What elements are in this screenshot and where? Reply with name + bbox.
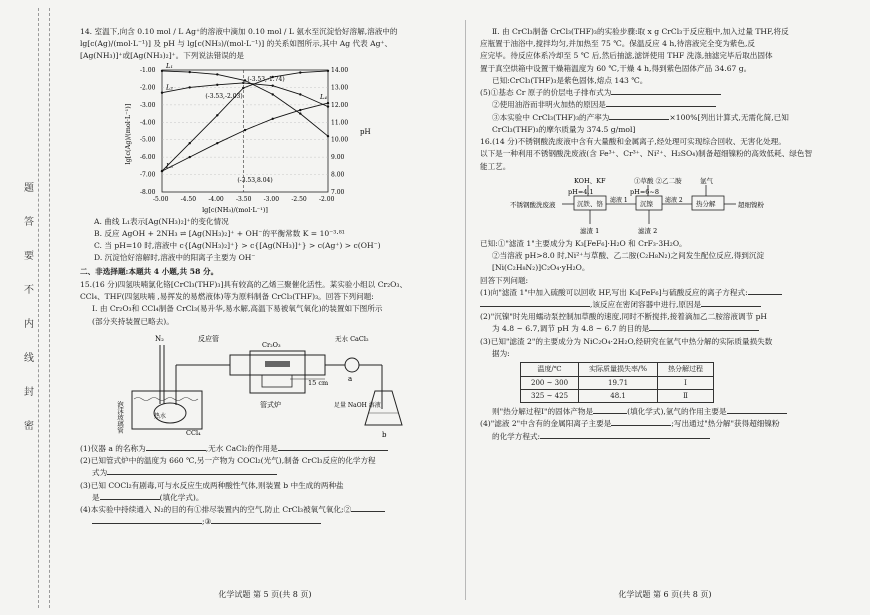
q14-option-b: B. 反应 AgOH + 2NH₃ ⇌ [Ag(NH₃)₂]⁺ + OH⁻的平衡常数 K = 10⁻³·⁸¹	[94, 228, 345, 238]
table-header-cell: 实际质量损失率/%	[579, 363, 658, 376]
table-header-cell: 热分解过程	[658, 363, 714, 376]
table-cell: Ⅰ	[658, 376, 714, 389]
label-length: 15 cm	[308, 378, 329, 387]
q15-part2-5: 已知:CrCl₃(THF)₃是紫色固体,熔点 143 ℃。	[492, 75, 648, 85]
flow-step3: 热分解	[696, 199, 716, 208]
q15-sub5b: ②使用油浴而非明火加热的原因是	[480, 99, 850, 110]
chart-xlabel: lg[c(NH₃)/(mol·L⁻¹)]	[202, 205, 268, 214]
q16-stem-2: 以下是一种利用不锈钢酸洗废液(含 Fe³⁺、Cr³⁺、Ni²⁺、H₂SO₄)制备超细镍粉的高效低耗、绿色智	[480, 149, 813, 159]
chart-point	[189, 86, 191, 88]
q15-sub2-2: 式为	[80, 467, 450, 478]
chart-point	[272, 84, 274, 86]
table-row	[521, 376, 714, 389]
flowchart-svg	[510, 174, 810, 236]
q15-part2-4: 置于真空烘箱中设置干燥箱温度为 60 ℃,干燥 4 h,得到紫色固体产品 34.67 g。	[480, 63, 752, 73]
chart-x-tick-label: -4.50	[180, 195, 197, 203]
flow-reagent2-ph: pH=6~8	[630, 187, 659, 196]
footer-left: 化学试题 第 5 页(共 8 页)	[218, 590, 312, 600]
table-cell: Ⅱ	[658, 389, 714, 402]
chart-annotation: (-3.53,8.04)	[237, 176, 273, 184]
q14-option-c: C. 当 pH=10 时,溶液中 c{[Ag(NH₃)₂]⁺} > c{[Ag(NH₃)]⁺} > c(Ag⁺) > c(OH⁻)	[94, 241, 381, 251]
table-cell: 200 ~ 300	[521, 376, 579, 389]
q15-sub3-2: 是 (填化学式)。	[92, 492, 204, 502]
chart-y-left-tick-label: -6.00	[140, 153, 156, 161]
q16-known-3: [Ni(C₂H₈N₂)]C₂O₄·yH₂O。	[492, 263, 590, 273]
binding-strip	[8, 8, 50, 608]
q15-part1-2: (部分夹持装置已略去)。	[92, 316, 174, 326]
chart-x-tick-label: -5.00	[153, 195, 169, 203]
chart-annotation: (-3.53,-1.74)	[247, 75, 285, 83]
chart-y-left-tick-label: -7.00	[140, 171, 156, 179]
section2-title: 二、非选择题:本题共 4 小题,共 58 分。	[80, 266, 219, 276]
q15-sub2-1: (2)已知管式炉中的温度为 660 ℃,另一产物为 COCl₂(光气),制备 CrCl₃反应的化学方程	[80, 456, 376, 466]
q16-sub2-2: 为 4.8 ~ 6.7,调节 pH 为 4.8 ~ 6.7 的目的是	[480, 323, 850, 334]
seal-char: 封	[24, 387, 34, 398]
chart-y-right-tick-label: 8.00	[331, 171, 345, 179]
table-cell: 325 ~ 425	[521, 389, 579, 402]
chart-ylabel-right: pH	[360, 127, 371, 136]
drying-tube	[345, 358, 359, 372]
q14-stem-3: [Ag(NH₃)]⁺或[Ag(NH₃)₂]⁺。下列说法错误的是	[80, 51, 245, 61]
q16-sub4-1: (4)"滤液 2"中含有的金属阳离子主要是 ;写出通过"热分解"获得超细镍粉	[480, 419, 780, 429]
flow-product: 超细镍粉	[738, 200, 764, 209]
q16-stem-3: 能工艺。	[480, 161, 511, 171]
chart-y-left-tick-label: -2.00	[140, 84, 156, 92]
chart-point	[189, 156, 191, 158]
q15-sub4-1: (4)本实验中持续通入 N₂的目的有①排尽装置内的空气,防止 CrCl₃被氧气氧化;②	[80, 504, 450, 515]
chart-point	[327, 135, 329, 137]
chart-y-right-tick-label: 14.00	[331, 66, 349, 74]
chart-point	[327, 69, 329, 71]
flow-raw: 不锈钢酸洗废液	[510, 200, 556, 209]
flow-step1: 沉铁、铬	[577, 199, 603, 208]
chart-point	[161, 91, 163, 93]
q16-sub1-2: ,该反应在密闭容器中进行,原因是	[480, 299, 850, 310]
q15-sub3-1: (3)已知 COCl₂有剧毒,可与水反应生成两种酸性气体,则装置 b 中生成的两种盐	[80, 480, 344, 490]
flow-reagent2: ①草酸 ②乙二胺	[634, 176, 682, 185]
label-furnace: 管式炉	[260, 400, 281, 409]
q16-sub3-2: 据为:	[492, 348, 510, 358]
label-ccl4: CCl₄	[186, 428, 201, 437]
seal-char: 题	[24, 183, 34, 194]
chart-y-right-tick-label: 12.00	[331, 101, 349, 109]
q15-sub4-2: ;③	[80, 516, 450, 527]
seal-char: 不	[24, 285, 34, 296]
q15-part2-2: 应瓶置于油浴中,搅拌均匀,并加热至 75 ℃。保温反应 4 h,待溶液完全变为紫色,反	[480, 39, 755, 49]
q14-option-d: D. 沉淀恰好溶解时,溶液中的阳离子主要为 OH⁻	[94, 253, 256, 263]
q16-sub4-2: 的化学方程式:	[480, 431, 850, 442]
q16-sub3-1: (3)已知"滤渣 2"的主要成分为 NiC₂O₄·2H₂O,经研究在氩气中热分解的实际质量损失数	[480, 336, 773, 346]
q15-stem-2: CCl₄、THF(四氢呋喃 ,易挥发的易燃液体)等为原料制备 CrCl₃(THF)₃。回答下列问题:	[80, 292, 374, 302]
chart-point	[244, 129, 246, 131]
chart-point	[189, 142, 191, 144]
chart-point	[272, 117, 274, 119]
table-cell: 19.71	[579, 376, 658, 389]
flow-filtrate2: 滤液 2	[665, 196, 683, 204]
chart-y-right-tick-label: 7.00	[331, 188, 345, 196]
q15-sub5c-1: ③本实验中 CrCl₃(THF)₃的产率为 ×100%[列出计算式,无需化简,已知	[492, 112, 789, 122]
flow-residue2: 滤渣 2	[638, 226, 658, 235]
q16-answer-prompt: 回答下列问题:	[480, 275, 529, 285]
chart-series-label: L₃	[166, 161, 173, 170]
q15-apparatus	[116, 329, 420, 441]
q14-chart	[120, 61, 371, 214]
chart-point	[299, 112, 301, 114]
chart-series-label: L₂	[166, 83, 173, 92]
chart-y-left-tick-label: -1.00	[140, 66, 156, 74]
flow-filtrate1: 滤液 1	[610, 196, 628, 204]
seal-char: 要	[24, 251, 34, 262]
chart-x-tick-label: -2.00	[319, 195, 335, 203]
seal-char: 密	[24, 421, 34, 432]
label-cacl2: 无水 CaCl₂	[335, 334, 369, 343]
chart-x-tick-label: -2.50	[291, 195, 307, 203]
q15-part2-1: Ⅱ. 由 CrCl₃制备 CrCl₃(THF)₃的实验步骤:取 x g CrCl₃于反应瓶中,加入过量 THF,将反	[492, 27, 789, 36]
chart-x-tick-label: -3.50	[236, 195, 252, 203]
chart-point	[216, 142, 218, 144]
seal-char: 线	[24, 353, 34, 364]
chart-point	[244, 79, 246, 81]
chart-y-right-tick-label: 11.00	[331, 118, 349, 126]
label-bubbler: 泡沫玻璃管	[116, 400, 124, 434]
q14-stem-2: lg[c(Ag)/(mol·L⁻¹)] 及 pH 与 lg[c(NH₃)/(mol·L⁻¹)] 的关系如图所示,其中 Ag 代表 Ag⁺、	[80, 39, 393, 49]
chart-point	[272, 93, 274, 95]
cr2o3-boat	[265, 361, 290, 367]
chart-point	[299, 71, 301, 73]
table-cell: 48.1	[579, 389, 658, 402]
chart-point	[299, 109, 301, 111]
q16-sub1-1: (1)向"滤渣 1"中加入硫酸可以回收 HF,写出 K₃[FeF₆]与硫酸反应的离子方程式:	[480, 287, 850, 298]
flow-step2: 沉镍	[640, 199, 653, 208]
q16-stem-1: 16.(14 分)不锈钢酸洗废液中含有大量酸和金属离子,经处理可实现综合回收、无害化处理。	[480, 137, 786, 147]
q14-chart-svg	[120, 61, 371, 214]
apparatus-svg	[116, 329, 420, 441]
q16-data-table	[520, 362, 714, 403]
chart-series-line	[162, 71, 328, 171]
q16-known-2: ②当溶液 pH>8.0 时,Ni²⁺与草酸、乙二胺(C₂H₈N₂)之间发生配位反应,得到沉淀	[492, 251, 765, 261]
flow-reagent3: 氩气	[700, 176, 713, 185]
flow-reagent1: KOH、KF	[574, 176, 606, 185]
page-right	[480, 26, 850, 601]
chart-y-right-tick-label: 9.00	[331, 153, 345, 161]
q16-sub2-1: (2)"沉镍"时先用蠕动泵控制加草酸的速度,同时不断搅拌,接着滴加乙二胺溶液调节 pH	[480, 312, 768, 322]
q16-known-1: 已知:①"滤渣 1"主要成分为 K₃[FeF₆]·H₂O 和 CrF₃·3H₂O。	[480, 238, 687, 248]
q16-sub3-after: 则"热分解过程Ⅰ"的固体产物是 (填化学式),氩气的作用主要是	[480, 406, 850, 417]
page-divider	[465, 20, 466, 600]
label-b: b	[382, 430, 387, 439]
chart-point	[189, 71, 191, 73]
chart-series-label: L₁	[166, 61, 173, 70]
chart-y-left-tick-label: -3.00	[140, 101, 156, 109]
q15-stem-1: 15.(16 分)四氢呋喃氯化铬[CrCl₃(THF)₃]具有较高的乙烯三聚催化活性。某实验小组以 Cr₂O₃、	[80, 279, 408, 289]
chart-series-line	[162, 103, 328, 171]
q15-sub5c-2: CrCl₃(THF)₃的摩尔质量为 374.5 g/mol]	[492, 124, 636, 134]
chart-point	[216, 73, 218, 75]
chart-series-line	[162, 83, 328, 107]
flow-residue1: 滤渣 1	[580, 226, 600, 235]
table-row	[521, 389, 714, 402]
chart-x-tick-label: -4.00	[208, 195, 224, 203]
binding-dash-line	[38, 8, 39, 608]
label-naoh: 足量 NaOH 溶液	[334, 401, 381, 409]
seal-char: 答	[24, 217, 34, 228]
seal-char: 内	[24, 319, 34, 330]
label-hot-water: 热水	[154, 412, 167, 420]
q15-part1-1: Ⅰ. 由 Cr₂O₃和 CCl₄制备 CrCl₃(易升华,易水解,高温下易被氧气氧化)的装置如下图所示	[92, 304, 383, 314]
chart-point	[327, 102, 329, 104]
chart-y-left-tick-label: -5.00	[140, 136, 156, 144]
flow-reagent1-ph: pH=4.1	[568, 187, 594, 196]
seal-text	[23, 183, 35, 455]
chart-x-tick-label: -3.00	[263, 195, 280, 203]
label-a: a	[348, 374, 353, 383]
table-header-cell: 温度/℃	[521, 363, 579, 376]
q15-part2-3: 应完毕。待反应体系冷却至 5 ℃ 后,然后抽滤,滤饼使用 THF 洗涤,抽滤完毕后取出固体	[480, 51, 773, 61]
chart-point	[327, 105, 329, 107]
chart-y-left-tick-label: -8.00	[140, 188, 156, 196]
page-left	[80, 26, 450, 601]
q14-stem-1: 14. 室温下,向含 0.10 mol / L Ag⁺的溶液中滴加 0.10 mol / L 氨水至沉淀恰好溶解,溶液中的	[80, 27, 398, 36]
label-n2: N₂	[155, 334, 164, 343]
chart-y-left-tick-label: -4.00	[140, 118, 156, 126]
q16-flowchart	[510, 174, 810, 236]
chart-annotation: (-3.53,-2.03)	[205, 92, 243, 100]
label-cr2o3: Cr₂O₃	[262, 340, 281, 349]
q15-sub1: (1)仪器 a 的名称为 ,无水 CaCl₂的作用是	[80, 443, 450, 454]
chart-ylabel-left: lg[c(Ag)/(mol·L⁻¹)]	[124, 103, 132, 165]
chart-point	[216, 83, 218, 85]
chart-series-label: L₄	[320, 92, 327, 101]
q15-sub5: (5)①基态 Cr 原子的价层电子排布式为	[480, 87, 850, 98]
chart-point	[161, 69, 163, 71]
footer-right: 化学试题 第 6 页(共 8 页)	[618, 590, 712, 600]
q14-option-a: A. 曲线 L₁表示[Ag(NH₃)₂]⁺的变化情况	[94, 216, 229, 226]
chart-y-right-tick-label: 13.00	[331, 84, 349, 92]
chart-y-right-tick-label: 10.00	[331, 136, 349, 144]
chart-point	[299, 93, 301, 95]
chart-point	[216, 114, 218, 116]
label-reaction-tube: 反应管	[198, 334, 219, 343]
chart-point	[161, 170, 163, 172]
